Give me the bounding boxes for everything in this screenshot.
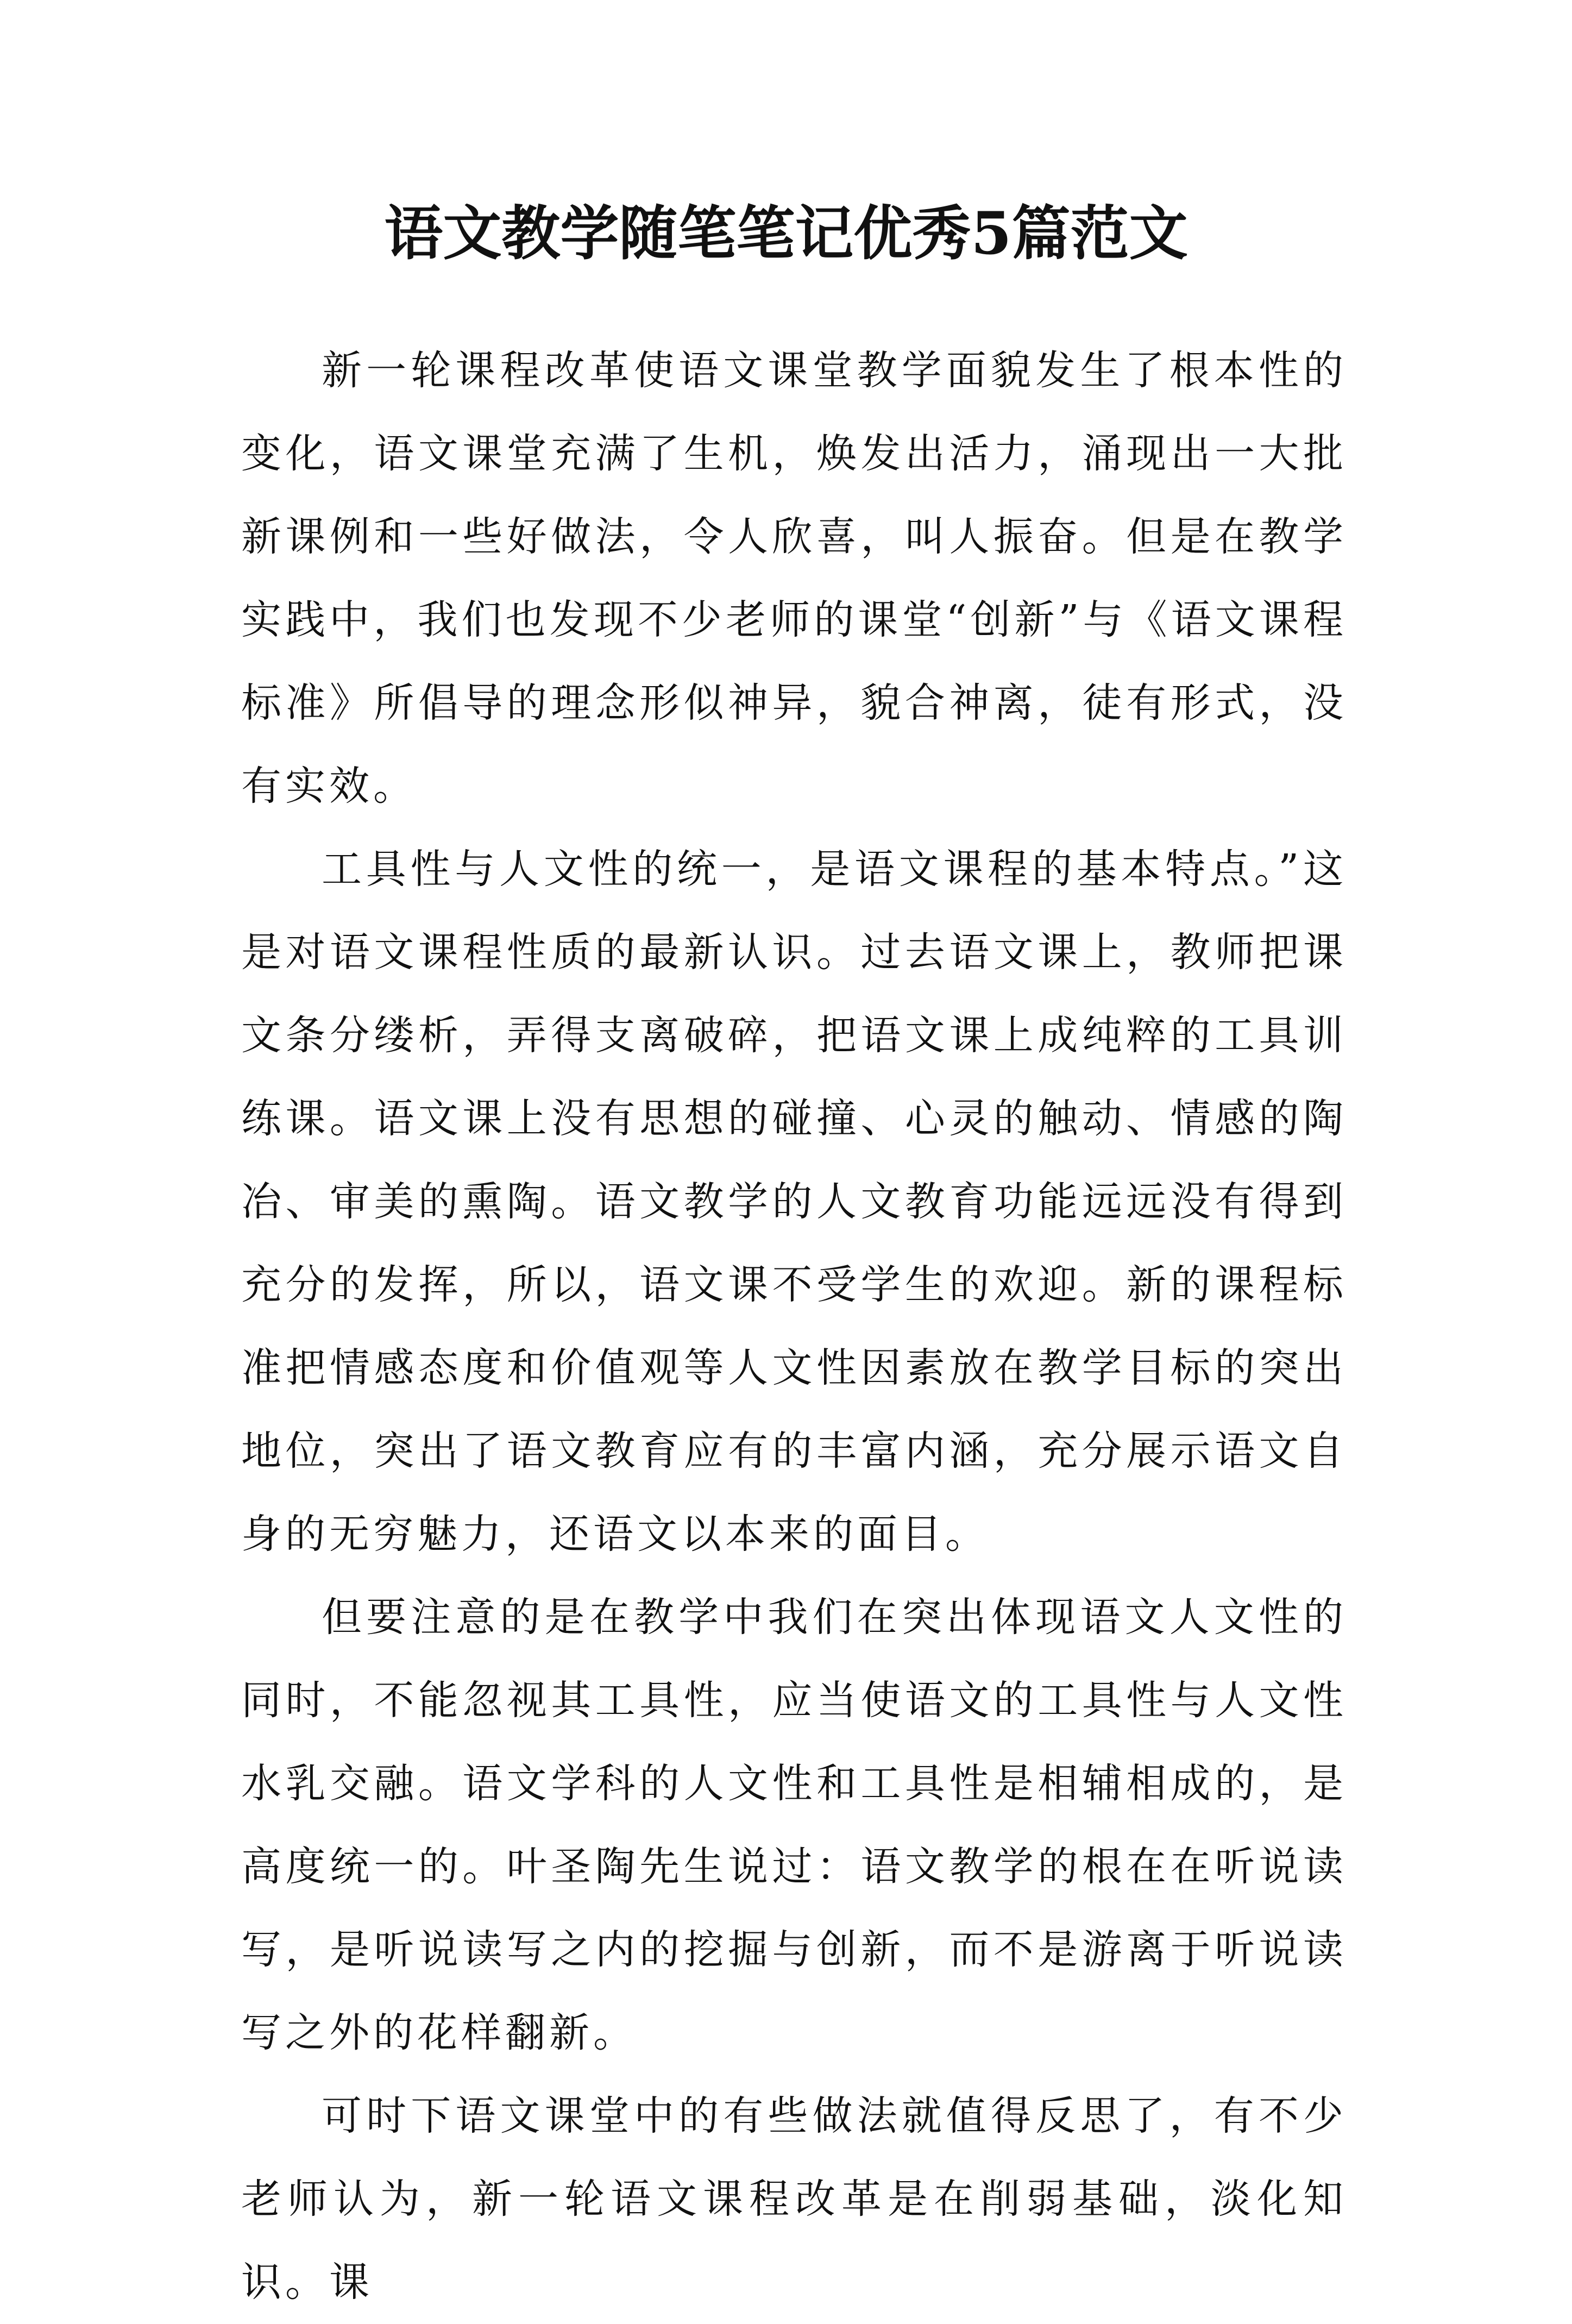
paragraph-2: 工具性与人文性的统一，是语文课程的基本特点。”这是对语文课程性质的最新认识。过去语文课上，教师把课文条分缕析，弄得支离破碎，把语文课上成纯粹的工具训练课。语文课上没有思想的碰撞、心灵的触动、情感的陶冶、审美的熏陶。语文教学的人文教育功能远远没有得到充分的发挥，所以，语文课不受学生的欢迎。新的课程标准把情感态度和价值观等人文性因素放在教学目标的突出地位，突出了语文教育应有的丰富内涵，充分展示语文自身的无穷魅力，还语文以本来的面目。 <box>241 846 1347 1557</box>
paragraph-3: 但要注意的是在教学中我们在突出体现语文人文性的同时，不能忽视其工具性，应当使语文的工具性与人文性水乳交融。语文学科的人文性和工具性是相辅相成的，是高度统一的。叶圣陶先生说过：语文教学的根在在听说读写，是听说读写之内的挖掘与创新，而不是游离于听说读写之外的花样翻新。 <box>241 1594 1347 2056</box>
paragraph-4: 可时下语文课堂中的有些做法就值得反思了，有不少老师认为，新一轮语文课程改革是在削弱基础，淡化知识。课 <box>241 2093 1347 2306</box>
document-body <box>241 329 1347 2324</box>
paragraph-1: 新一轮课程改革使语文课堂教学面貌发生了根本性的变化，语文课堂充满了生机，焕发出活力，涌现出一大批新课例和一些好做法，令人欣喜，叫人振奋。但是在教学实践中，我们也发现不少老师的课堂“创新”与《语文课程标准》所倡导的理念形似神异，貌合神离，徒有形式，没有实效。 <box>241 347 1347 809</box>
document-title: 语文教学随笔笔记优秀5篇范文 <box>384 199 1188 268</box>
